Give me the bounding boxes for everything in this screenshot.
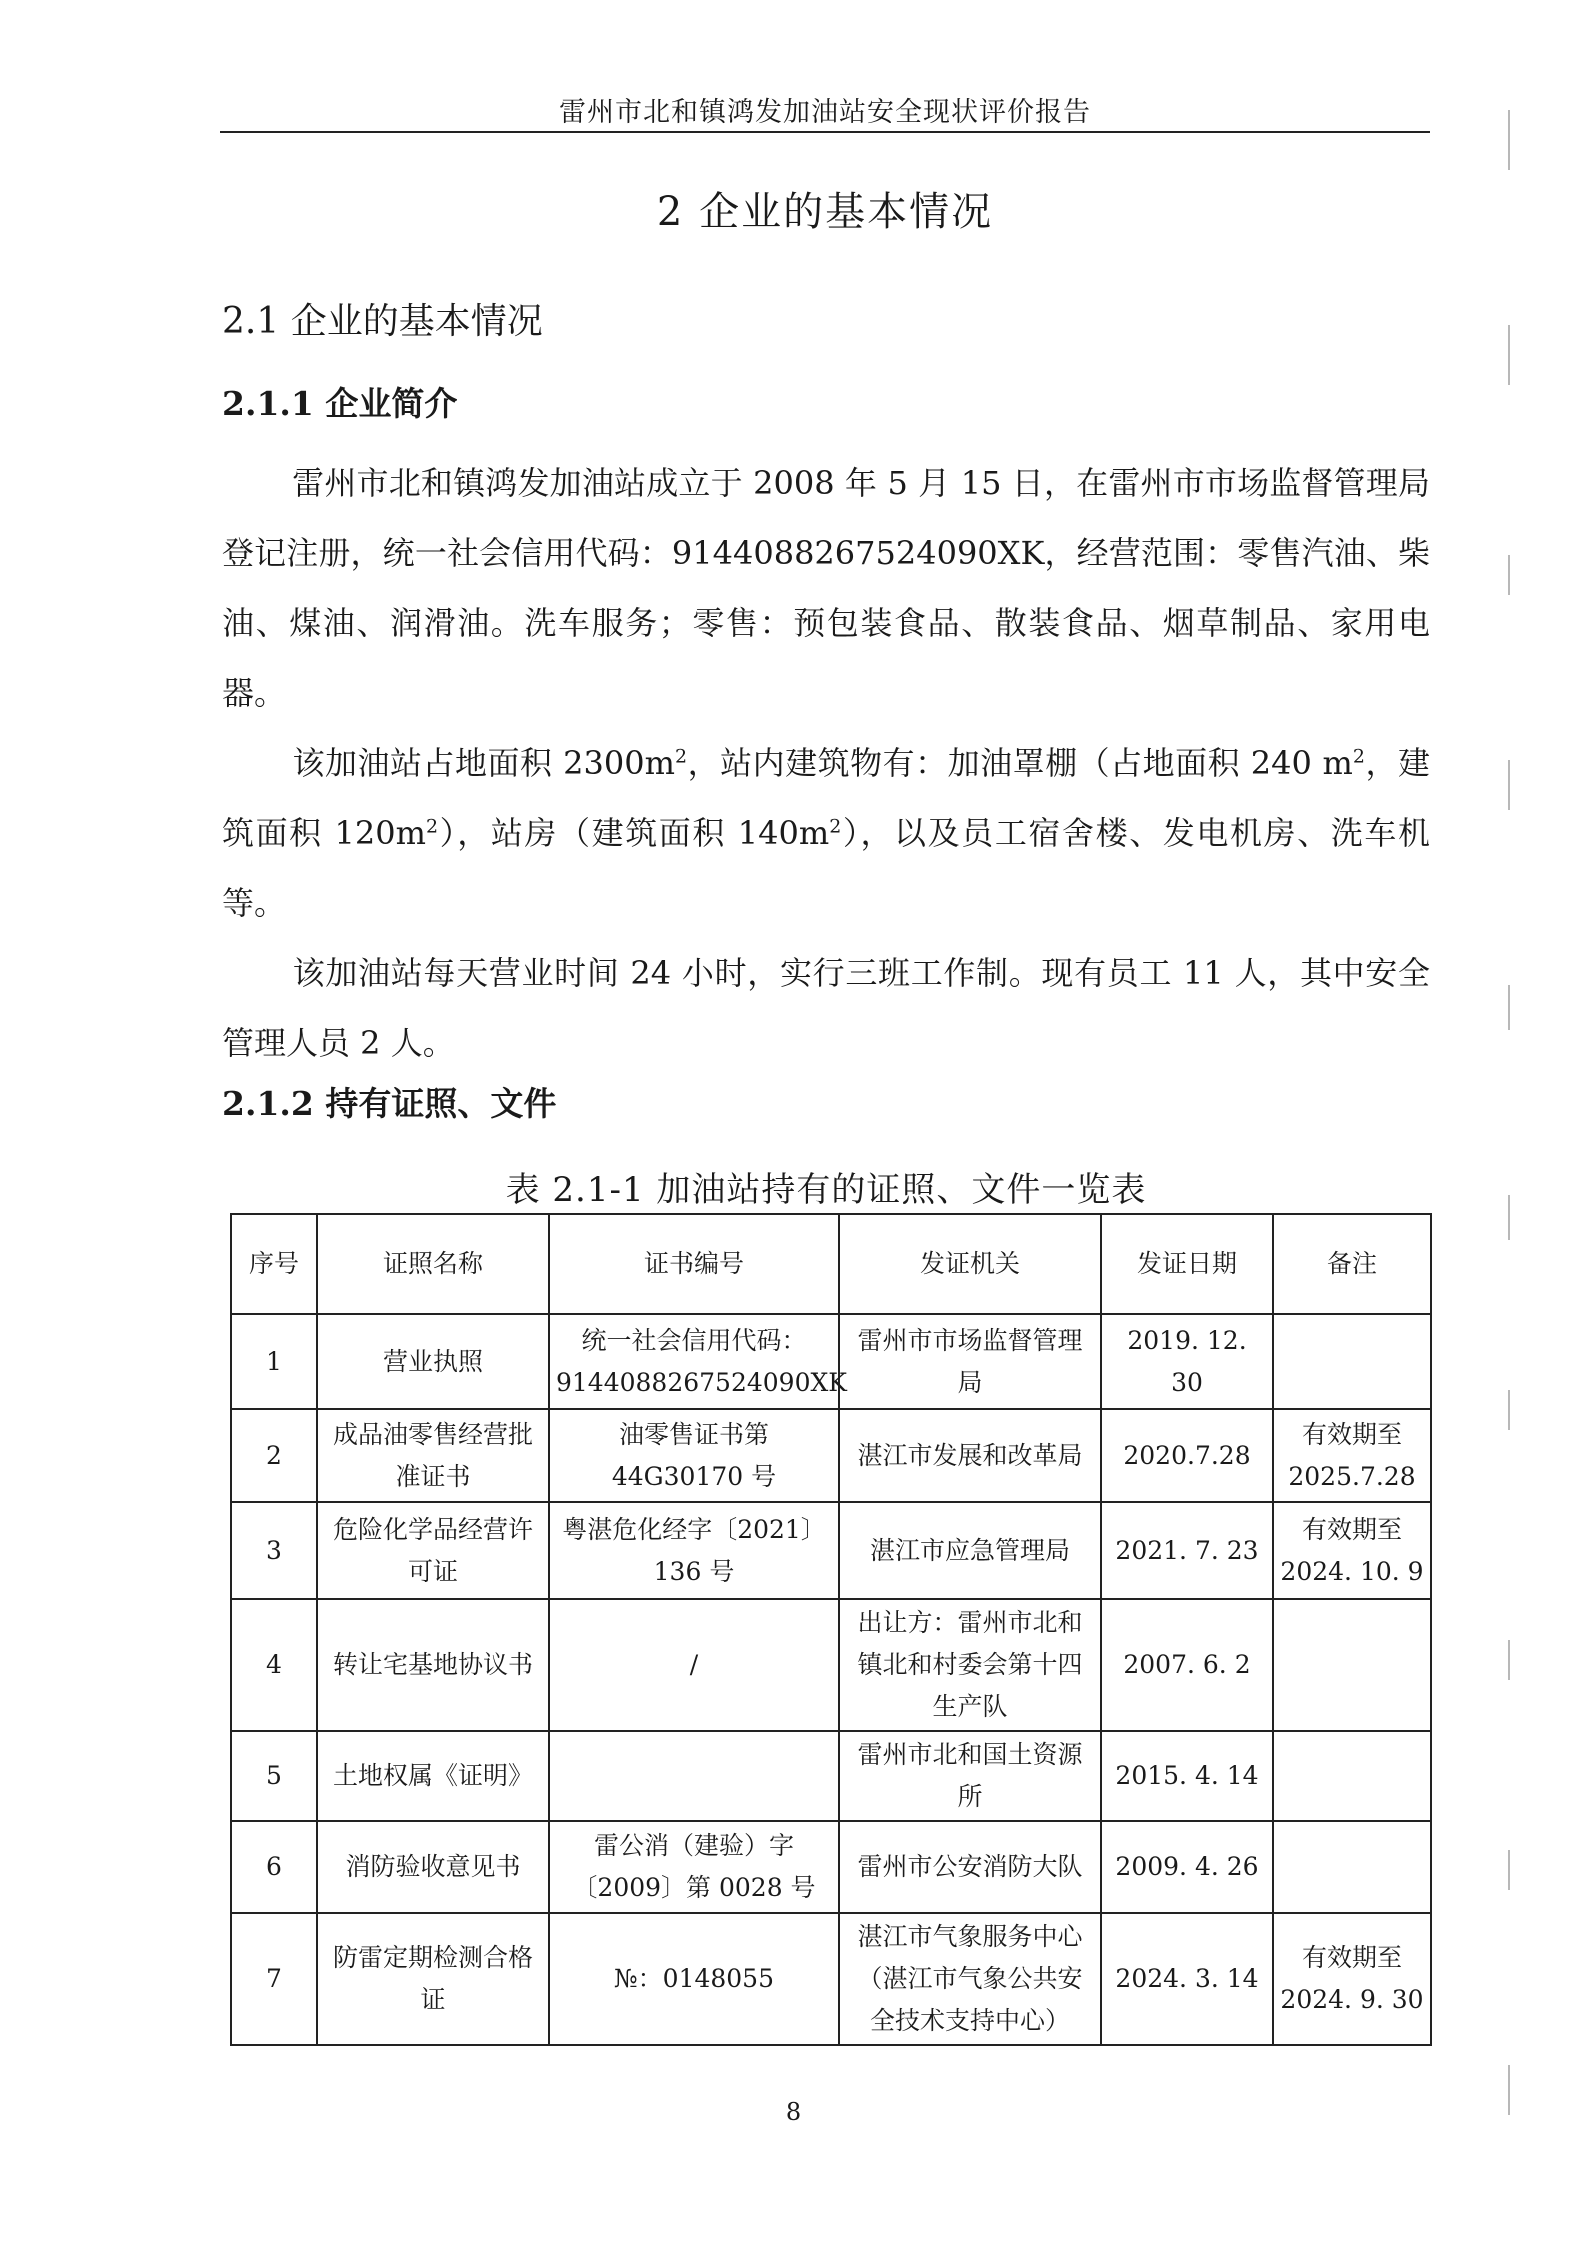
cell-date: 2024. 3. 14 — [1101, 1913, 1273, 2045]
scan-mark — [1508, 2065, 1510, 2115]
header-note: 备注 — [1273, 1214, 1431, 1314]
area-text-b: ，站内建筑物有：加油罩棚（占地面积 240 m — [687, 744, 1353, 782]
cell-name: 危险化学品经营许可证 — [317, 1502, 549, 1599]
paragraph-intro — [222, 448, 1430, 728]
scan-mark — [1508, 1195, 1510, 1240]
cell-name: 成品油零售经营批准证书 — [317, 1409, 549, 1502]
header-code: 证书编号 — [549, 1214, 839, 1314]
cell-date: 2009. 4. 26 — [1101, 1821, 1273, 1913]
area-sup-4: 2 — [829, 815, 842, 838]
cell-org: 雷州市北和国土资源所 — [839, 1731, 1101, 1821]
paragraph-area — [222, 728, 1430, 938]
header-rule — [220, 131, 1430, 133]
table-row — [231, 1599, 1431, 1731]
scan-mark — [1508, 760, 1510, 810]
cell-note: 有效期至2024. 9. 30 — [1273, 1913, 1431, 2045]
header-org: 发证机关 — [839, 1214, 1101, 1314]
area-sup-2: 2 — [1352, 745, 1365, 768]
cell-note: 有效期至2024. 10. 9 — [1273, 1502, 1431, 1599]
header-date: 发证日期 — [1101, 1214, 1273, 1314]
subsection-title-certificates: 2.1.2 持有证照、文件 — [222, 1084, 557, 1123]
paragraph-staff-text: 该加油站每天营业时间 24 小时，实行三班工作制。现有员工 11 人，其中安全管理人员 2 人。 — [222, 954, 1430, 1062]
table-row — [231, 1502, 1431, 1599]
scan-mark — [1508, 110, 1510, 170]
cell-org: 湛江市气象服务中心（湛江市气象公共安全技术支持中心） — [839, 1913, 1101, 2045]
cell-name: 转让宅基地协议书 — [317, 1599, 549, 1731]
area-text-a: 该加油站占地面积 2300m — [292, 744, 675, 782]
cell-org: 湛江市发展和改革局 — [839, 1409, 1101, 1502]
cell-code: / — [549, 1599, 839, 1731]
cell-code: №：0148055 — [549, 1913, 839, 2045]
cell-date: 2019. 12. 30 — [1101, 1314, 1273, 1409]
scan-mark — [1508, 1850, 1510, 1890]
table-row — [231, 1731, 1431, 1821]
page-number: 8 — [785, 2098, 802, 2126]
subsection-title-intro: 2.1.1 企业简介 — [222, 384, 458, 423]
table-header-row — [231, 1214, 1431, 1314]
cell-note — [1273, 1599, 1431, 1731]
cell-code: 雷公消（建验）字〔2009〕第 0028 号 — [549, 1821, 839, 1913]
area-sup-1: 2 — [674, 745, 688, 768]
cell-org: 雷州市公安消防大队 — [839, 1821, 1101, 1913]
cell-name: 防雷定期检测合格证 — [317, 1913, 549, 2045]
cell-no: 5 — [231, 1731, 317, 1821]
table-caption: 表 2.1-1 加油站持有的证照、文件一览表 — [505, 1170, 1147, 1210]
cell-code: 统一社会信用代码：9144088267524090XK — [549, 1314, 839, 1409]
scan-mark — [1508, 1390, 1510, 1430]
running-header: 雷州市北和镇鸿发加油站安全现状评价报告 — [559, 97, 1091, 128]
area-text-c: ，建筑面积 120m — [222, 744, 1430, 852]
scan-mark — [1508, 1640, 1510, 1680]
scan-mark — [1508, 325, 1510, 385]
cell-org: 湛江市应急管理局 — [839, 1502, 1101, 1599]
scan-mark — [1508, 985, 1510, 1030]
cell-org: 雷州市市场监督管理局 — [839, 1314, 1101, 1409]
cell-name: 土地权属《证明》 — [317, 1731, 549, 1821]
area-text-e: ），以及员工宿舍楼、发电机房、洗车机等。 — [222, 814, 1430, 922]
cell-org: 出让方：雷州市北和镇北和村委会第十四生产队 — [839, 1599, 1101, 1731]
cell-note — [1273, 1821, 1431, 1913]
cell-note: 有效期至2025.7.28 — [1273, 1409, 1431, 1502]
cell-no: 1 — [231, 1314, 317, 1409]
table-row — [231, 1821, 1431, 1913]
header-no: 序号 — [231, 1214, 317, 1314]
header-name: 证照名称 — [317, 1214, 549, 1314]
cell-no: 6 — [231, 1821, 317, 1913]
table-row — [231, 1314, 1431, 1409]
cell-date: 2021. 7. 23 — [1101, 1502, 1273, 1599]
cell-date: 2020.7.28 — [1101, 1409, 1273, 1502]
section-title: 2.1 企业的基本情况 — [222, 301, 543, 342]
table-row — [231, 1913, 1431, 2045]
cell-no: 7 — [231, 1913, 317, 2045]
paragraph-staff — [222, 938, 1430, 1078]
certificate-table — [230, 1213, 1432, 2046]
cell-code: 粤湛危化经字〔2021〕136 号 — [549, 1502, 839, 1599]
area-sup-3: 2 — [425, 815, 439, 838]
cell-date: 2007. 6. 2 — [1101, 1599, 1273, 1731]
cell-date: 2015. 4. 14 — [1101, 1731, 1273, 1821]
cell-note — [1273, 1731, 1431, 1821]
area-text-d: ），站房（建筑面积 140m — [438, 814, 830, 852]
table-row — [231, 1409, 1431, 1502]
cell-code — [549, 1731, 839, 1821]
scan-mark — [1508, 555, 1510, 595]
cell-note — [1273, 1314, 1431, 1409]
cell-name: 消防验收意见书 — [317, 1821, 549, 1913]
cell-name: 营业执照 — [317, 1314, 549, 1409]
cell-no: 2 — [231, 1409, 317, 1502]
cell-no: 4 — [231, 1599, 317, 1731]
cell-no: 3 — [231, 1502, 317, 1599]
chapter-title: 2 企业的基本情况 — [656, 189, 994, 235]
cell-code: 油零售证书第44G30170 号 — [549, 1409, 839, 1502]
paragraph-intro-text: 雷州市北和镇鸿发加油站成立于 2008 年 5 月 15 日，在雷州市市场监督管理局登记注册，统一社会信用代码：9144088267524090XK，经营范围：零售汽油、柴油、煤油、润滑油。洗车服务；零售：预包装食品、散装食品、烟草制品、家用电器。 — [222, 464, 1430, 712]
